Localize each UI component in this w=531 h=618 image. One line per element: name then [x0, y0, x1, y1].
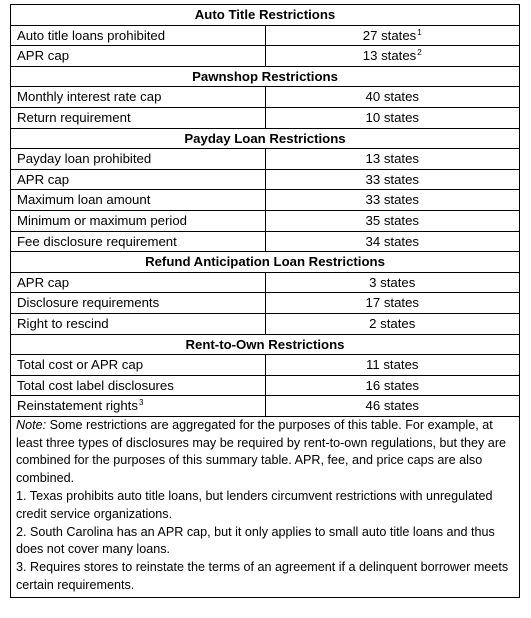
footnote-marker: 3 [138, 398, 144, 408]
restriction-label: Total cost or APR cap [17, 357, 144, 373]
table-row [11, 107, 520, 128]
footnote-marker: 2 [417, 48, 422, 58]
restriction-label: Total cost label disclosures [17, 377, 174, 393]
restriction-label-cell [11, 190, 266, 211]
state-count: 16 states [365, 377, 420, 393]
restrictions-table [10, 4, 520, 598]
section-header-row-pawnshop-restrictions [11, 66, 520, 87]
table-row [11, 190, 520, 211]
note-intro [16, 417, 514, 488]
restrictions-table-body [11, 5, 520, 598]
restriction-label: Return requirement [17, 109, 131, 125]
section-title: Rent-to-Own Restrictions [11, 334, 520, 355]
state-count: 13 states [362, 48, 417, 64]
footnote: 3. Requires stores to reinstate the terms of an agreement if a delinquent borrower meets certain requirements. [16, 560, 509, 593]
restriction-label: Monthly interest rate cap [17, 89, 162, 105]
table-row [11, 87, 520, 108]
table-row [11, 169, 520, 190]
state-count-cell [265, 293, 520, 314]
state-count: 33 states [365, 171, 420, 187]
restriction-label: Auto title loans prohibited [17, 27, 166, 43]
table-row [11, 355, 520, 376]
state-count: 40 states [365, 89, 420, 105]
notes-row [11, 416, 520, 597]
restriction-label-cell [11, 396, 266, 417]
state-count: 46 states [365, 398, 420, 414]
section-title: Payday Loan Restrictions [11, 128, 520, 149]
restriction-label-cell [11, 272, 266, 293]
footnote: 2. South Carolina has an APR cap, but it only applies to small auto title loans and thus does not cover many loans. [16, 524, 495, 557]
state-count-cell [265, 313, 520, 334]
state-count-cell [265, 46, 520, 67]
restriction-label-cell [11, 313, 266, 334]
note-intro-text: Some restrictions are aggregated for the purposes of this table. For example, at least three types of disclosures may be required by rent-to-own regulations, but they are combined for the purposes of this summary table. APR, fee, and price caps are also combined. [16, 417, 507, 486]
table-row [11, 149, 520, 170]
restriction-label: Minimum or maximum period [17, 212, 188, 228]
restriction-label-cell [11, 293, 266, 314]
table-row [11, 396, 520, 417]
restriction-label: Payday loan prohibited [17, 151, 152, 167]
section-title: Pawnshop Restrictions [11, 66, 520, 87]
footnote: 1. Texas prohibits auto title loans, but lenders circumvent restrictions with unregulated credit service organizations. [16, 489, 493, 521]
state-count: 35 states [365, 212, 420, 228]
state-count-cell [265, 149, 520, 170]
restriction-label: Reinstatement rights [17, 398, 138, 414]
state-count-cell [265, 396, 520, 417]
restriction-label-cell [11, 355, 266, 376]
table-row [11, 210, 520, 231]
restriction-label: APR cap [17, 48, 70, 64]
table-row [11, 231, 520, 252]
restriction-label-cell [11, 107, 266, 128]
restriction-label: Maximum loan amount [17, 192, 151, 208]
restriction-label-cell [11, 25, 266, 46]
state-count: 2 states [369, 315, 416, 331]
section-title: Refund Anticipation Loan Restrictions [11, 252, 520, 273]
state-count-cell [265, 231, 520, 252]
state-count: 3 states [369, 274, 416, 290]
restriction-label: Disclosure requirements [17, 295, 160, 311]
state-count-cell [265, 355, 520, 376]
restriction-label: Right to rescind [17, 315, 109, 331]
restriction-label-cell [11, 169, 266, 190]
footnote-marker: 1 [417, 27, 422, 37]
state-count-cell [265, 375, 520, 396]
state-count-cell [265, 210, 520, 231]
state-count: 13 states [365, 151, 420, 167]
state-count-cell [265, 107, 520, 128]
state-count: 33 states [365, 192, 420, 208]
state-count: 34 states [365, 233, 420, 249]
restriction-label-cell [11, 231, 266, 252]
section-title: Auto Title Restrictions [11, 5, 520, 26]
table-row [11, 25, 520, 46]
section-header-row-rent-to-own-restrictions [11, 334, 520, 355]
state-count: 17 states [365, 295, 420, 311]
restriction-label-cell [11, 210, 266, 231]
section-header-row-payday-loan-restrictions [11, 128, 520, 149]
state-count: 10 states [365, 109, 420, 125]
restriction-label-cell [11, 87, 266, 108]
state-count-cell [265, 25, 520, 46]
table-row [11, 46, 520, 67]
restriction-label-cell [11, 149, 266, 170]
section-header-row-auto-title-restrictions [11, 5, 520, 26]
section-header-row-refund-anticipation-loan-restrictions [11, 252, 520, 273]
restriction-label: APR cap [17, 171, 70, 187]
restriction-label-cell [11, 46, 266, 67]
state-count: 27 states [362, 27, 417, 43]
table-row [11, 293, 520, 314]
state-count: 11 states [365, 357, 419, 373]
table-row [11, 375, 520, 396]
table-row [11, 313, 520, 334]
restriction-label: APR cap [17, 274, 70, 290]
restriction-label-cell [11, 375, 266, 396]
state-count-cell [265, 169, 520, 190]
notes-cell [11, 416, 520, 597]
restriction-label: Fee disclosure requirement [17, 233, 177, 249]
state-count-cell [265, 272, 520, 293]
table-row [11, 272, 520, 293]
state-count-cell [265, 87, 520, 108]
note-lead: Note: [16, 417, 47, 432]
state-count-cell [265, 190, 520, 211]
